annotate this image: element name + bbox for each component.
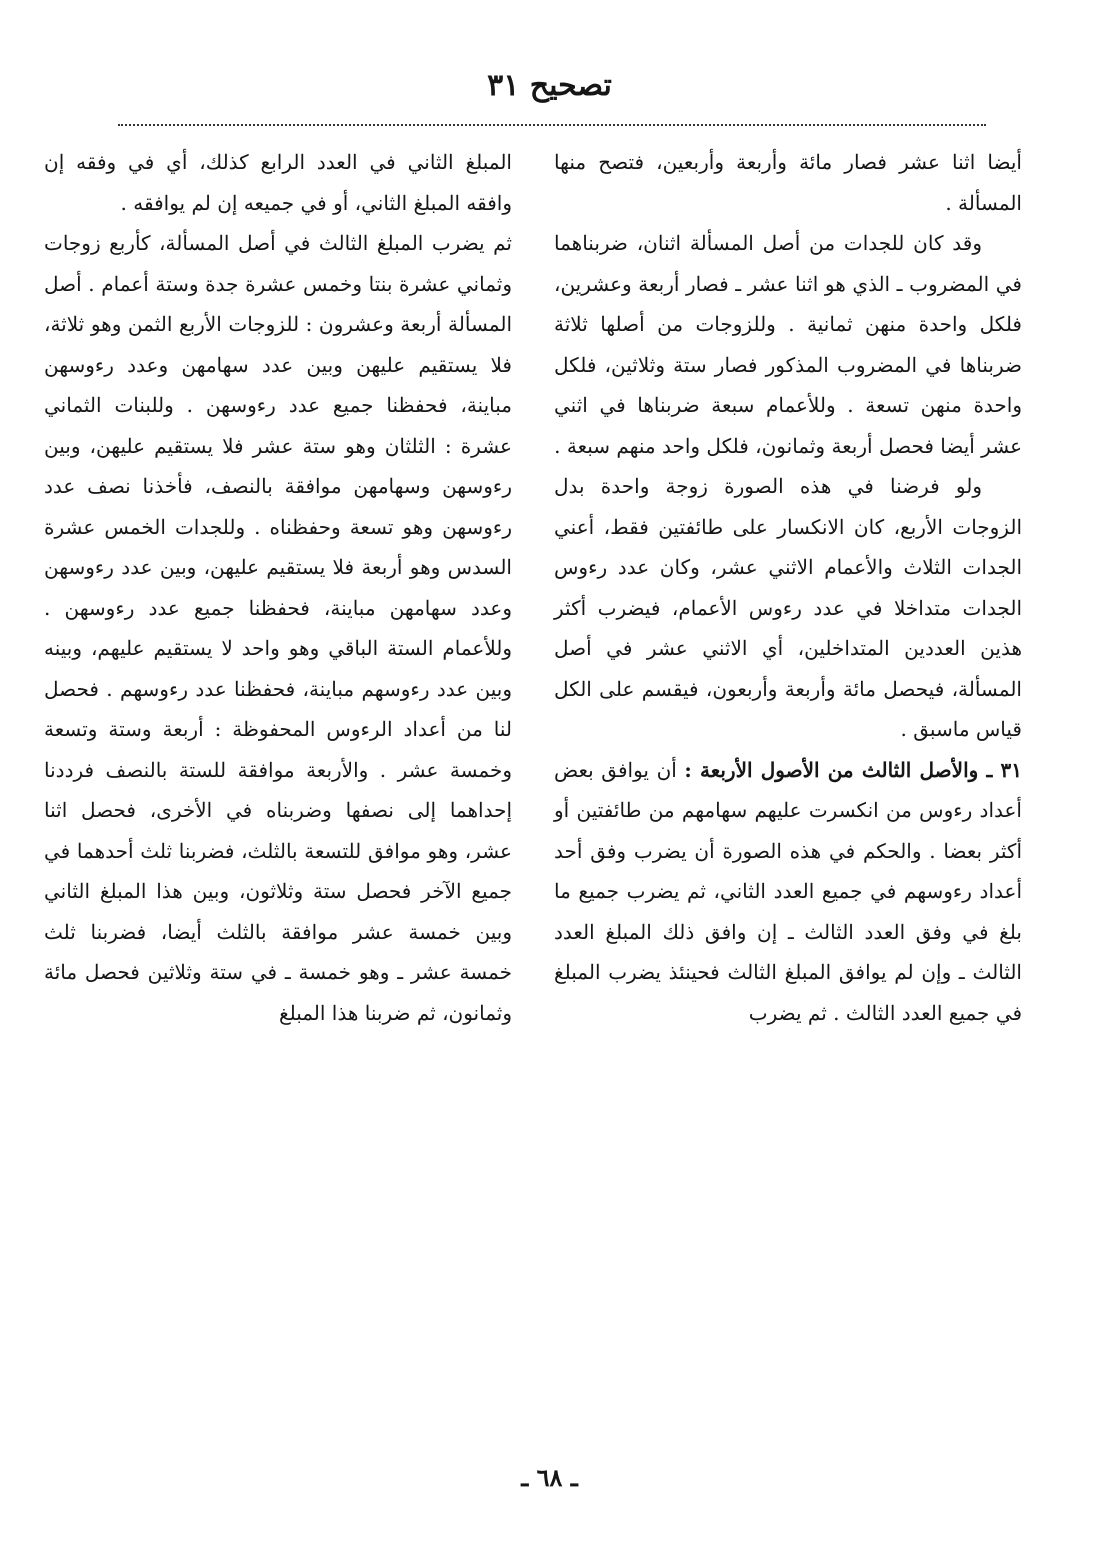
left-text-column <box>44 142 512 1033</box>
section-heading: ٣١ ـ والأصل الثالث من الأصول الأربعة : <box>684 757 1022 782</box>
paragraph: المبلغ الثاني في العدد الرابع كذلك، أي في وفقه إن وافقه المبلغ الثاني، أو في جميعه إن لم يوافقه . <box>44 150 512 215</box>
paragraph: ثم يضرب المبلغ الثالث في أصل المسألة، كأربع زوجات وثماني عشرة بنتا وخمس عشرة جدة وستة أعمام . أصل المسألة أربعة وعشرون : للزوجات الأربع الثمن وهو ثلاثة، فلا يستقيم عليهن وبين عدد سهامهن وعدد رءوسهن مباينة، فحفظنا جميع عدد رءوسهن . وللبنات الثماني عشرة : الثلثان وهو ستة عشر فلا يستقيم عليهن، وبين رءوسهن وسهامهن موافقة بالنصف، فأخذنا نصف عدد رءوسهن وهو تسعة وحفظناه . وللجدات الخمس عشرة السدس وهو أربعة فلا يستقيم عليهن، وبين عدد رءوسهن وعدد سهامهن مباينة، فحفظنا جميع عدد رءوسهن . وللأعمام الستة الباقي وهو واحد لا يستقيم عليهم، وبينه وبين عدد رءوسهم مباينة، فحفظنا عدد رءوسهم . فحصل لنا من أعداد الرءوس المحفوظة : أربعة وستة وتسعة وخمسة عشر . والأربعة موافقة للستة بالنصف فرددنا إحداهما إلى نصفها وضربناه في الأخرى، فحصل اثنا عشر، وهو موافق للتسعة بالثلث، فضربنا ثلث أحدهما في جميع الآخر فحصل ستة وثلاثون، وبين هذا المبلغ الثاني وبين خمسة عشر موافقة بالثلث أيضا، فضربنا ثلث خمسة عشر ـ وهو خمسة ـ في ستة وثلاثين فحصل مائة وثمانون، ثم ضربنا هذا المبلغ <box>44 231 512 1025</box>
paragraph: وقد كان للجدات من أصل المسألة اثنان، ضربناهما في المضروب ـ الذي هو اثنا عشر ـ فصار أربعة وعشرين، فلكل واحدة منهن ثمانية . وللزوجات من أصلها ثلاثة ضربناها في المضروب المذكور فصار ستة وثلاثين، فلكل واحدة منهن تسعة . وللأعمام سبعة ضربناها في اثني عشر أيضا فحصل أربعة وثمانون، فلكل واحد منهم سبعة . <box>554 231 1022 458</box>
header-divider <box>118 124 986 126</box>
right-text-column <box>554 142 1022 1033</box>
section-body: أن يوافق بعض أعداد رءوس من انكسرت عليهم سهامهم من طائفتين أو أكثر بعضا . والحكم في هذه الصورة أن يضرب وفق أحد أعداد رءوسهم في جميع العدد الثاني، ثم يضرب جميع ما بلغ في وفق العدد الثالث ـ إن وافق ذلك المبلغ العدد الثالث ـ وإن لم يوافق المبلغ الثالث فحينئذ يضرب المبلغ في جميع العدد الثالث . ثم يضرب <box>554 757 1022 1025</box>
section-paragraph <box>554 750 1022 1034</box>
paragraph: أيضا اثنا عشر فصار مائة وأربعة وأربعين، فتصح منها المسألة . <box>554 150 1022 215</box>
page-number: ـ ٦٨ ـ <box>521 1463 578 1492</box>
page-title: تصحيح ٣١ <box>487 68 612 103</box>
paragraph: ولو فرضنا في هذه الصورة زوجة واحدة بدل الزوجات الأربع، كان الانكسار على طائفتين فقط، أعني الجدات الثلاث والأعمام الاثني عشر، وكان عدد رءوس الجدات متداخلا في عدد رءوس الأعمام، فيضرب أكثر هذين العددين المتداخلين، أي الاثني عشر في أصل المسألة، فيحصل مائة وأربعة وأربعون، فيقسم على الكل قياس ماسبق . <box>554 474 1022 741</box>
